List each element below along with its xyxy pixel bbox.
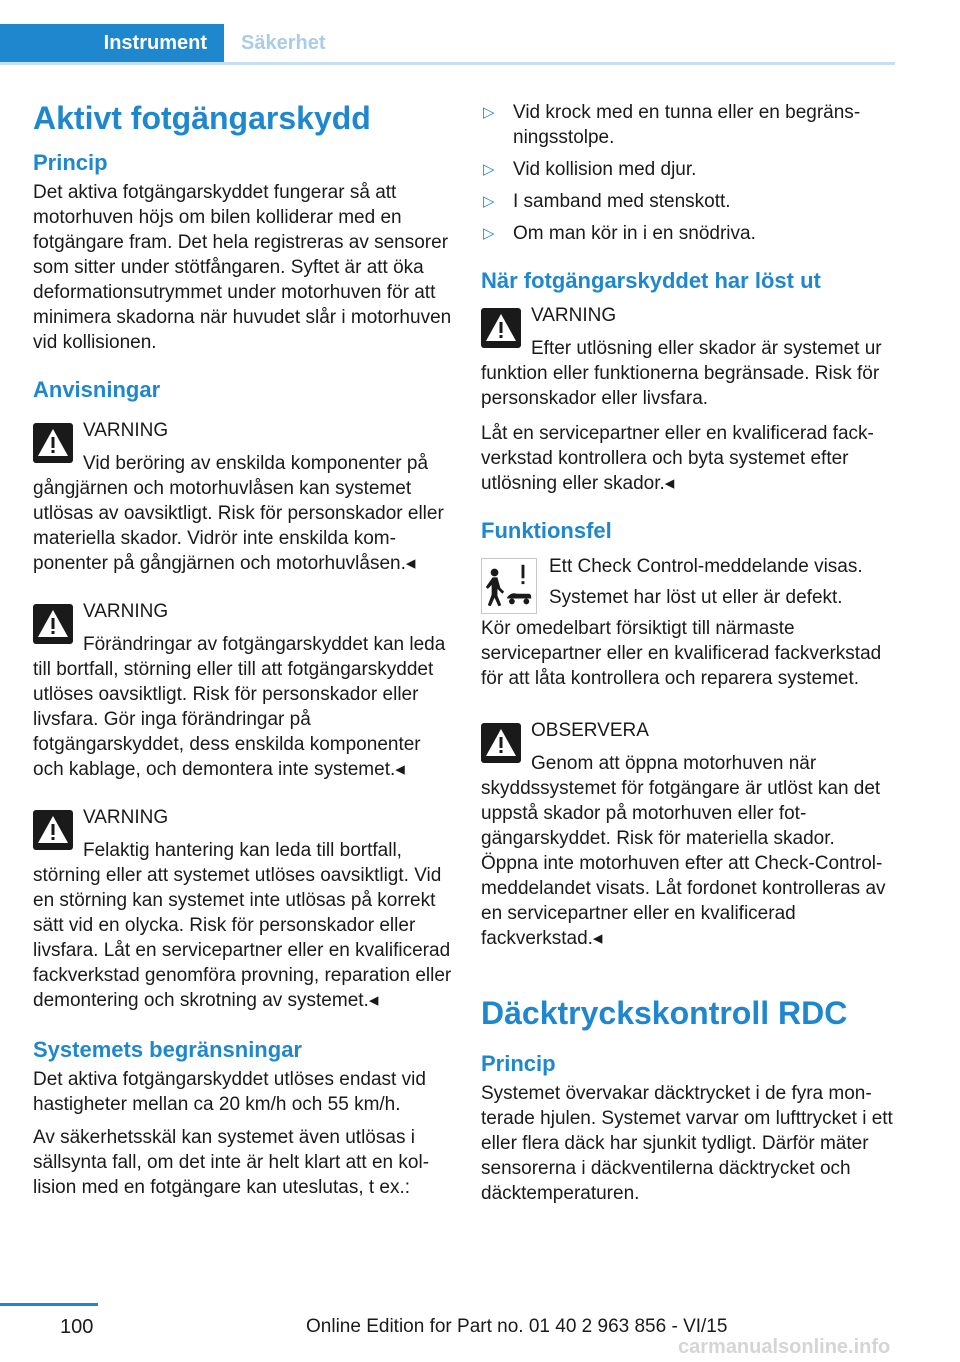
begransningar-paragraph-1: Det aktiva fotgängarskyddet utlöses endast vid hastigheter mellan ca 20 km/h och 55 km/h. bbox=[33, 1069, 426, 1115]
utlost-paragraph: Låt en servicepartner eller en kvalificerad fackverkstad kontrollera och byta systemet efter utlösning eller skador.◂ bbox=[481, 423, 874, 494]
warning-triangle-icon bbox=[481, 308, 521, 348]
functionfault-block bbox=[481, 554, 896, 697]
warning-text: Förändringar av fotgängarskyddet kan leda till bortfall, störning eller till att fotgängarskyddet utlöses oavsiktligt. Risk för personskador eller livsfara. Gör inga förändringar på fotgängarskyddet, dess enskilda komponenter och kablage, och demontera inte systemet.◂ bbox=[33, 634, 446, 780]
warning-title: VARNING bbox=[83, 807, 169, 828]
warning-text: Felaktig hantering kan leda till bortfall, störning eller att systemet utlöses oavsiktligt. Vid en störning kan systemet inte utlösas på korrekt sätt vid en olycka. Risk för personskador eller livsfara. Låt en servicepartner eller en kvalificerad fackverkstad genomföra provning, reparation eller demontering och skrotning av systemet.◂ bbox=[33, 840, 452, 1011]
warning-title: VARNING bbox=[531, 305, 617, 326]
warning-block-2 bbox=[33, 600, 453, 782]
footer-accent-line bbox=[0, 1303, 98, 1306]
list-marker-icon: ▷ bbox=[483, 161, 495, 178]
page-number: 100 bbox=[60, 1316, 94, 1338]
pedestrian-protection-fault-icon bbox=[481, 558, 537, 614]
left-column bbox=[33, 100, 453, 1208]
list-item-text: Om man kör in i en snödriva. bbox=[513, 223, 756, 244]
warning-block-3 bbox=[33, 806, 453, 1013]
section-title-fotgangarskydd: Aktivt fotgängarskydd bbox=[33, 100, 371, 136]
list-marker-icon: ▷ bbox=[483, 193, 495, 210]
heading-princip: Princip bbox=[33, 150, 108, 175]
warning-block-1 bbox=[33, 419, 453, 576]
bullet-list bbox=[481, 100, 896, 246]
section-title-rdc: Däcktryckskontroll RDC bbox=[481, 995, 848, 1031]
heading-systemets-begransningar: Systemets begränsningar bbox=[33, 1037, 302, 1062]
func-line-3: Kör omedelbart försiktigt till närmaste servicepartner eller en kvalificerad fackverkstad för att låta kontrollera och reparera systemet. bbox=[481, 618, 882, 689]
top-tab-bar bbox=[0, 24, 895, 65]
princip-paragraph: Det aktiva fotgängarskyddet fungerar så att motorhuven höjs om bilen kolliderar med en fotgängare fram. Det hela registreras av sensorer som sitter under stötfångaren. Syftet är att öka deformationsutrymmet under motorhuven för att minimera skadorna när huvudet slår i motorhuven vid kollisionen. bbox=[33, 182, 452, 353]
heading-funktionsfel: Funktionsfel bbox=[481, 518, 612, 543]
list-item bbox=[481, 100, 896, 150]
heading-anvisningar: Anvisningar bbox=[33, 377, 161, 402]
func-line-1: Ett Check Control-meddelande visas. bbox=[549, 556, 863, 577]
warning-triangle-icon bbox=[33, 810, 73, 850]
list-item bbox=[481, 221, 896, 246]
warning-block-4 bbox=[481, 304, 896, 411]
list-item-text: Vid krock med en tunna eller en begränsningsstolpe. bbox=[513, 102, 861, 148]
tab-instrument[interactable]: Instrument bbox=[0, 24, 224, 62]
warning-text: Vid beröring av enskilda komponenter på gångjärnen och motorhuvlåsen kan systemet utlösas av oavsiktligt. Risk för personskador eller materiella skador. Vidrör inte enskilda komponenter på gångjärnen och motorhuvlåsen.◂ bbox=[33, 453, 444, 574]
warning-triangle-icon bbox=[33, 423, 73, 463]
list-item bbox=[481, 157, 896, 182]
right-column bbox=[481, 100, 896, 1214]
warning-triangle-icon bbox=[481, 723, 521, 763]
notice-title: OBSERVERA bbox=[531, 720, 649, 741]
warning-triangle-icon bbox=[33, 604, 73, 644]
heading-rdc-princip: Princip bbox=[481, 1051, 556, 1076]
list-item-text: I samband med stenskott. bbox=[513, 191, 731, 212]
rdc-princip-paragraph: Systemet övervakar däcktrycket i de fyra monterade hjulen. Systemet varvar om lufttrycket i ett eller flera däck har sjunkit tydligt. Därför mäter sensorerna i däckventilerna däcktrycket och däcktemperaturen. bbox=[481, 1083, 893, 1204]
tab-sakerhet[interactable]: Säkerhet bbox=[241, 32, 326, 54]
warning-title: VARNING bbox=[83, 420, 169, 441]
notice-text: Genom att öppna motorhuven när skyddssystemet för fotgängare är utlöst kan det uppstå skador på motorhuven eller fotgängarskyddet. Risk för materiella skador. Öppna inte motorhuven efter att Check-Control-meddelandet visats. Låt fordonet kontrolleras av en servicepartner eller en kvalificerad fackverkstad.◂ bbox=[481, 753, 886, 949]
func-line-2: Systemet har löst ut eller är defekt. bbox=[549, 587, 843, 608]
list-marker-icon: ▷ bbox=[483, 225, 495, 242]
list-marker-icon: ▷ bbox=[483, 104, 495, 121]
list-item bbox=[481, 189, 896, 214]
warning-text: Efter utlösning eller skador är systemet ur funktion eller funktionerna begränsade. Risk för personskador eller livsfara. bbox=[481, 338, 882, 409]
warning-title: VARNING bbox=[83, 601, 169, 622]
watermark-text: carmanualsonline.info bbox=[678, 1336, 891, 1358]
begransningar-paragraph-2: Av säkerhetsskäl kan systemet även utlösas i sällsynta fall, om det inte är helt klart att en kollision med en fotgängare kan uteslutas, t ex.: bbox=[33, 1127, 430, 1198]
footer-edition-text: Online Edition for Part no. 01 40 2 963 856 - VI/15 bbox=[306, 1316, 728, 1337]
list-item-text: Vid kollision med djur. bbox=[513, 159, 697, 180]
heading-nar-utlost: När fotgängarskyddet har löst ut bbox=[481, 268, 821, 293]
notice-block bbox=[481, 719, 896, 951]
